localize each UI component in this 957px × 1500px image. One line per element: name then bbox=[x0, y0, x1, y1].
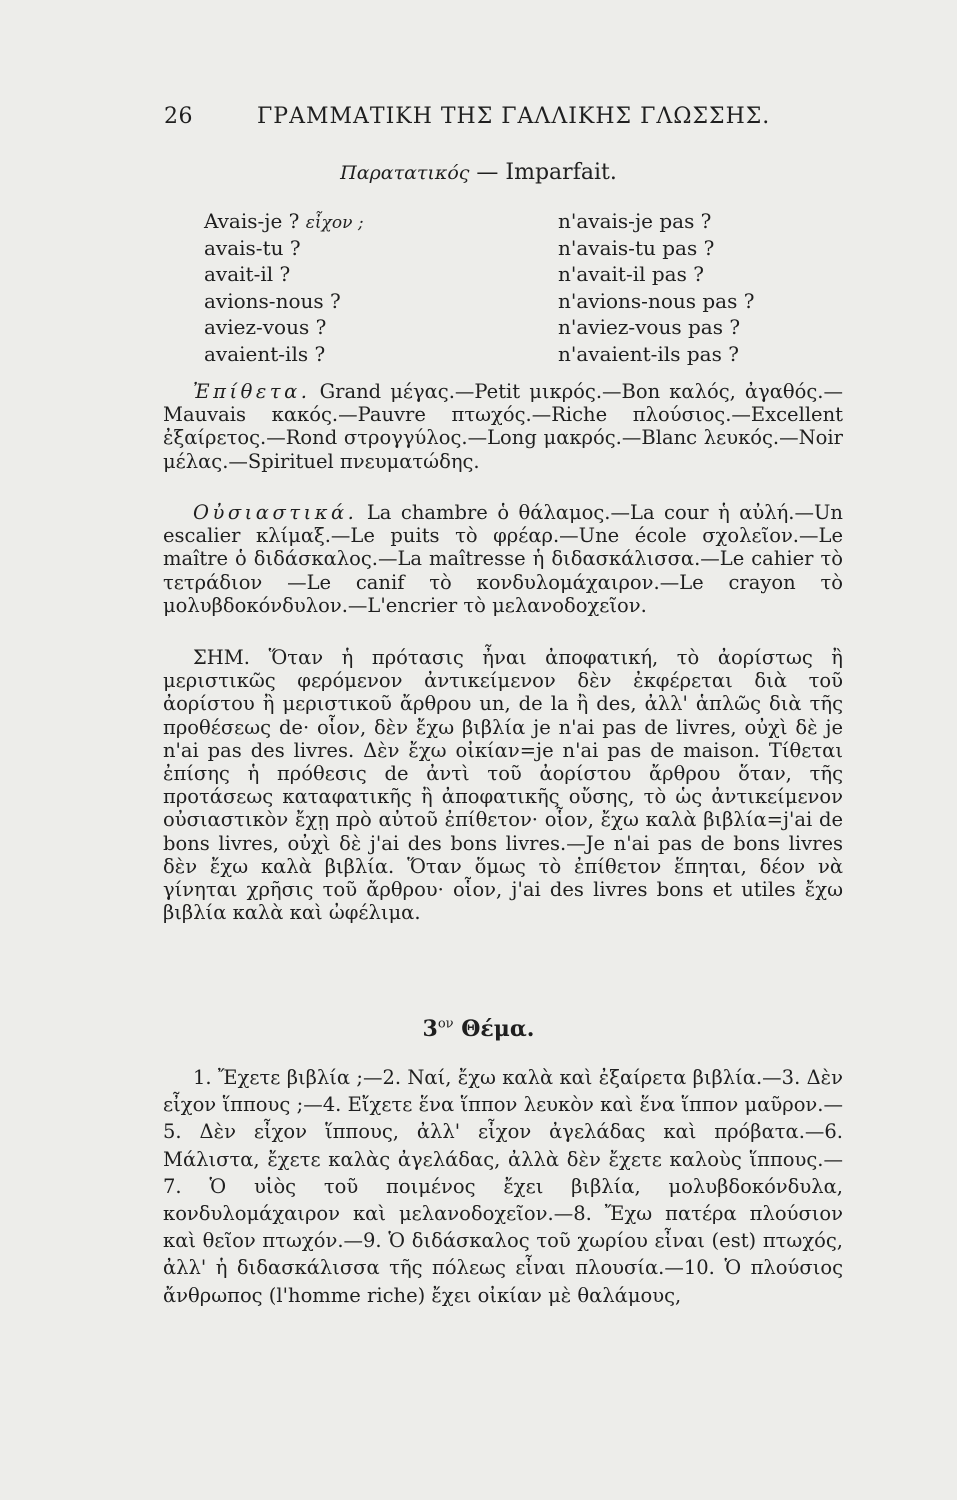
conjugation-form: Avais-je ? bbox=[204, 209, 300, 233]
exercise-block bbox=[163, 1064, 843, 1309]
page-number: 26 bbox=[164, 104, 193, 129]
conjugation-negative-row: n'avais-je pas ? bbox=[558, 209, 712, 233]
conjugation-negative-row: n'aviez-vous pas ? bbox=[558, 315, 741, 339]
exercise-text: 1. Ἔχετε βιβλία ;—2. Ναί, ἔχω καλὰ καὶ ἐξαίρετα βιβλία.—3. Δὲν εἶχον ἵππους ;—4. Εἴχετε ἕνα ἵππον λευκὸν καὶ ἕνα ἵππον μαῦρον.—5. Δὲν εἶχον ἵππους, ἀλλ' εἶχον ἀγελάδας καὶ πρόβατα.—6. Μάλιστα, ἔχετε καλὰς ἀγελάδας, ἀλλὰ δὲν ἔχετε καλοὺς ἵππους.—7. Ὁ υἱὸς τοῦ ποιμένος ἔχει βιβλία, μολυβδοκόνδυλα, κονδυλομάχαιρον καὶ μελανοδοχεῖον.—8. Ἔχω πατέρα πλούσιον καὶ θεῖον πτωχόν.—9. Ὁ διδάσκαλος τοῦ χωρίου εἶναι (est) πτωχός, ἀλλ' ἡ διδασκάλισσα τῆς πόλεως εἶναι πλουσία.—10. Ὁ πλούσιος ἄνθρωπος (l'homme riche) ἔχει οἰκίαν μὲ θαλάμους, bbox=[163, 1066, 843, 1307]
page-header bbox=[164, 104, 794, 134]
conjugation-row bbox=[204, 314, 364, 341]
conjugation-negative-row: n'avais-tu pas ? bbox=[558, 235, 715, 260]
conjugation-row bbox=[204, 261, 364, 288]
conjugation-translation: εἶχον ; bbox=[305, 213, 364, 233]
vocabulary-nouns bbox=[163, 501, 843, 617]
adjectives-text: Grand μέγας.—Petit μικρός.—Bon καλός, ἀγαθός.—Mauvais κακός.—Pauvre πτωχός.—Riche πλούσιος.—Excellent ἐξαίρετος.—Rond στρογγύλος.—Long μακρός.—Blanc λευκός.—Noir μέλας.—Spirituel πνευματώδης. bbox=[163, 380, 843, 473]
section-title-greek: Παρατατικός bbox=[340, 162, 470, 184]
conjugation-form: avaient-ils ? bbox=[204, 341, 326, 366]
running-title: ΓΡΑΜΜΑΤΙΚΗ ΤΗΣ ΓΑΛΛΙΚΗΣ ΓΛΩΣΣΗΣ. bbox=[257, 104, 771, 129]
theme-heading bbox=[0, 1016, 957, 1042]
conjugation-row bbox=[204, 341, 364, 368]
conjugation-affirmative bbox=[204, 208, 364, 367]
conjugation-row bbox=[204, 235, 364, 262]
nouns-label: Οὐσιαστικά. bbox=[193, 501, 358, 524]
vocabulary-adjectives bbox=[163, 380, 843, 473]
theme-number: 3 bbox=[422, 1016, 438, 1042]
nouns-text: La chambre ὁ θάλαμος.—La cour ἡ αὐλή.—Un escalier κλίμαξ.—Le puits τὸ φρέαρ.—Une école σχολεῖον.—Le maître ὁ διδάσκαλος.—La maîtresse ἡ διδασκάλισσα.—Le cahier τὸ τετράδιον —Le canif τὸ κονδυλομάχαιρον.—Le crayon τὸ μολυβδοκόνδυλον.—L'encrier τὸ μελανοδοχεῖον. bbox=[163, 501, 843, 617]
conjugation-negative-row: n'avaient-ils pas ? bbox=[558, 341, 739, 366]
conjugation-negative bbox=[558, 208, 754, 367]
conjugation-form: avait-il ? bbox=[204, 262, 291, 286]
conjugation-negative-row: n'avait-il pas ? bbox=[558, 262, 704, 286]
conjugation-form: aviez-vous ? bbox=[204, 315, 327, 339]
theme-number-suffix: ον bbox=[437, 1016, 454, 1032]
section-title bbox=[0, 160, 957, 185]
conjugation-form: avais-tu ? bbox=[204, 235, 301, 260]
note-text: Ὅταν ἡ πρότασις ἦναι ἀποφατική, τὸ ἀορίστως ἢ μεριστικῶς φερόμενον ἀντικείμενον δὲν ἐκφέρεται διὰ τοῦ ἀορίστου ἢ μεριστικοῦ ἄρθρου un, de la ἢ des, ἀλλ' ἁπλῶς διὰ τῆς προθέσεως de· οἷον, δὲν ἔχω βιβλία je n'ai pas de livres, οὐχὶ δὲ je n'ai pas des livres. Δὲν ἔχω οἰκίαν=je n'ai pas de maison. Τίθεται ἐπίσης ἡ πρόθεσις de ἀντὶ τοῦ ἀορίστου ἄρθρου ὅταν, τῆς προτάσεως καταφατικῆς ἢ ἀποφατικῆς οὔσης, τὸ ὡς ἀντικείμενον οὐσιαστικὸν ἔχῃ πρὸ αὐτοῦ ἐπίθετον· οἷον, ἔχω καλὰ βιβλία=j'ai de bons livres, οὐχὶ δὲ j'ai des bons livres.—Je n'ai pas de bons livres δὲν ἔχω καλὰ βιβλία. Ὅταν ὅμως τὸ ἐπίθετον ἕπηται, δέον νὰ γίνηται χρῆσις τοῦ ἄρθρου· οἷον, j'ai des livres bons et utiles ἔχω βιβλία καλὰ καὶ ὠφέλιμα. bbox=[163, 646, 843, 925]
adjectives-label: Ἐπίθετα. bbox=[193, 380, 311, 403]
conjugation-negative-row: n'avions-nous pas ? bbox=[558, 288, 755, 313]
conjugation-row bbox=[204, 208, 364, 235]
adjectives-paragraph bbox=[163, 380, 843, 473]
grammar-note bbox=[163, 646, 843, 924]
section-title-dash: — bbox=[476, 160, 499, 185]
conjugation-row bbox=[204, 288, 364, 315]
conjugation-form: avions-nous ? bbox=[204, 288, 341, 313]
theme-title: Θέμα. bbox=[461, 1016, 535, 1042]
nouns-paragraph bbox=[163, 501, 843, 617]
note-paragraph bbox=[163, 646, 843, 924]
section-title-french: Imparfait. bbox=[505, 160, 617, 185]
note-label: ΣΗΜ. bbox=[193, 646, 250, 669]
